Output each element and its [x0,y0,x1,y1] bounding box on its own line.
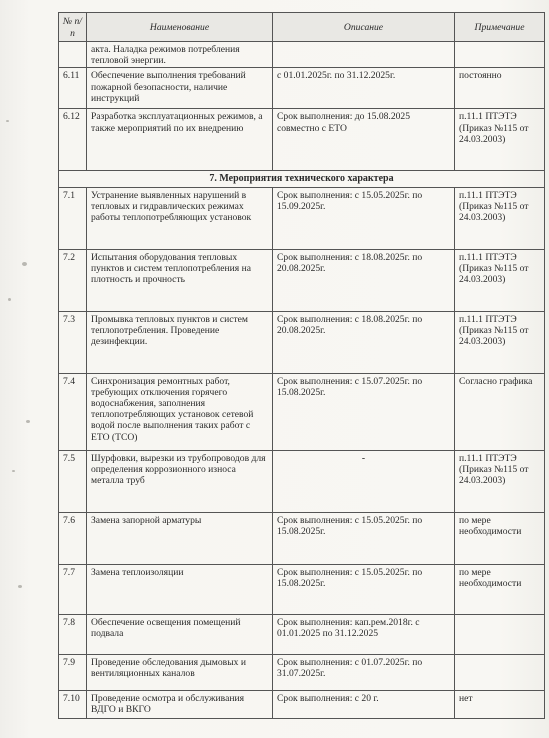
row-description: Срок выполнения: с 15.05.2025г. по 15.08.2025г. [273,512,455,564]
table-row [59,311,545,373]
scan-specks [0,0,40,738]
row-note: п.11.1 ПТЭТЭ (Приказ №115 от 24.03.2003) [455,450,545,512]
row-note: постоянно [455,68,545,109]
row-note: п.11.1 ПТЭТЭ (Приказ №115 от 24.03.2003) [455,249,545,311]
row-num: 7.1 [59,187,87,249]
table-row [59,187,545,249]
header-description: Описание [273,13,455,42]
table-row [59,68,545,109]
row-num: 7.9 [59,654,87,690]
table-header-row [59,13,545,42]
row-name: Обеспечение выполнения требований пожарной безопасности, наличие инструкций [87,68,273,109]
row-name: Проведение осмотра и обслуживания ВДГО и ВКГО [87,690,273,718]
row-num: 7.4 [59,373,87,450]
row-num: 7.5 [59,450,87,512]
row-note: п.11.1 ПТЭТЭ (Приказ №115 от 24.03.2003) [455,187,545,249]
row-num [59,42,87,68]
row-note [455,42,545,68]
row-name: Шурфовки, вырезки из трубопроводов для определения коррозионного износа металла труб [87,450,273,512]
row-note: п.11.1 ПТЭТЭ (Приказ №115 от 24.03.2003) [455,311,545,373]
row-name: Испытания оборудования тепловых пунктов и систем теплопотребления на плотность и прочность [87,249,273,311]
table-row [59,690,545,718]
table-row [59,614,545,654]
row-description: Срок выполнения: кап.рем.2018г. с 01.01.2025 по 31.12.2025 [273,614,455,654]
header-name: Наименование [87,13,273,42]
section-title: 7. Мероприятия технического характера [59,171,545,187]
row-num: 7.2 [59,249,87,311]
row-description [273,450,455,512]
table-row [59,373,545,450]
header-note: Примечание [455,13,545,42]
row-name: акта. Наладка режимов потребления тепловой энергии. [87,42,273,68]
row-num: 7.3 [59,311,87,373]
row-note: по мере необходимости [455,512,545,564]
row-note: по мере необходимости [455,564,545,614]
row-description: Срок выполнения: с 18.08.2025г. по 20.08.2025г. [273,249,455,311]
row-num: 6.11 [59,68,87,109]
row-name: Замена теплоизоляции [87,564,273,614]
row-description: Срок выполнения: до 15.08.2025 совместно с ЕТО [273,109,455,171]
table-row [59,654,545,690]
row-num: 7.8 [59,614,87,654]
row-note: нет [455,690,545,718]
row-num: 6.12 [59,109,87,171]
row-name: Промывка тепловых пунктов и систем теплопотребления. Проведение дезинфекции. [87,311,273,373]
measures-table [58,12,545,719]
row-description: Срок выполнения: с 20 г. [273,690,455,718]
section-row [59,171,545,187]
table-row [59,249,545,311]
row-num: 7.7 [59,564,87,614]
row-description: Срок выполнения: с 18.08.2025г. по 20.08.2025г. [273,311,455,373]
row-note: п.11.1 ПТЭТЭ (Приказ №115 от 24.03.2003) [455,109,545,171]
row-name: Проведение обследования дымовых и вентиляционных каналов [87,654,273,690]
row-description: Срок выполнения: с 15.05.2025г. по 15.09.2025г. [273,187,455,249]
table-row [59,450,545,512]
row-name: Устранение выявленных нарушений в тепловых и гидравлических режимах работы теплопотребляющих установок [87,187,273,249]
table-row [59,564,545,614]
row-note [455,654,545,690]
row-name: Разработка эксплуатационных режимов, а также мероприятий по их внедрению [87,109,273,171]
row-description: Срок выполнения: с 15.07.2025г. по 15.08.2025г. [273,373,455,450]
table-row [59,109,545,171]
row-description: с 01.01.2025г. по 31.12.2025г. [273,68,455,109]
table-row [59,42,545,68]
row-description: Срок выполнения: с 01.07.2025г. по 31.07.2025г. [273,654,455,690]
row-description: Срок выполнения: с 15.05.2025г. по 15.08.2025г. [273,564,455,614]
table-row [59,512,545,564]
row-num: 7.10 [59,690,87,718]
row-note: Согласно графика [455,373,545,450]
empty-dash: - [361,452,366,464]
row-num: 7.6 [59,512,87,564]
row-note [455,614,545,654]
header-num: № п/п [59,13,87,42]
row-name: Обеспечение освещения помещений подвала [87,614,273,654]
row-name: Замена запорной арматуры [87,512,273,564]
row-description [273,42,455,68]
row-name: Синхронизация ремонтных работ, требующих отключения горячего водоснабжения, заполнения теплопотребляющих установок сетевой водой после выполнения таких работ с ЕТО (ТСО) [87,373,273,450]
